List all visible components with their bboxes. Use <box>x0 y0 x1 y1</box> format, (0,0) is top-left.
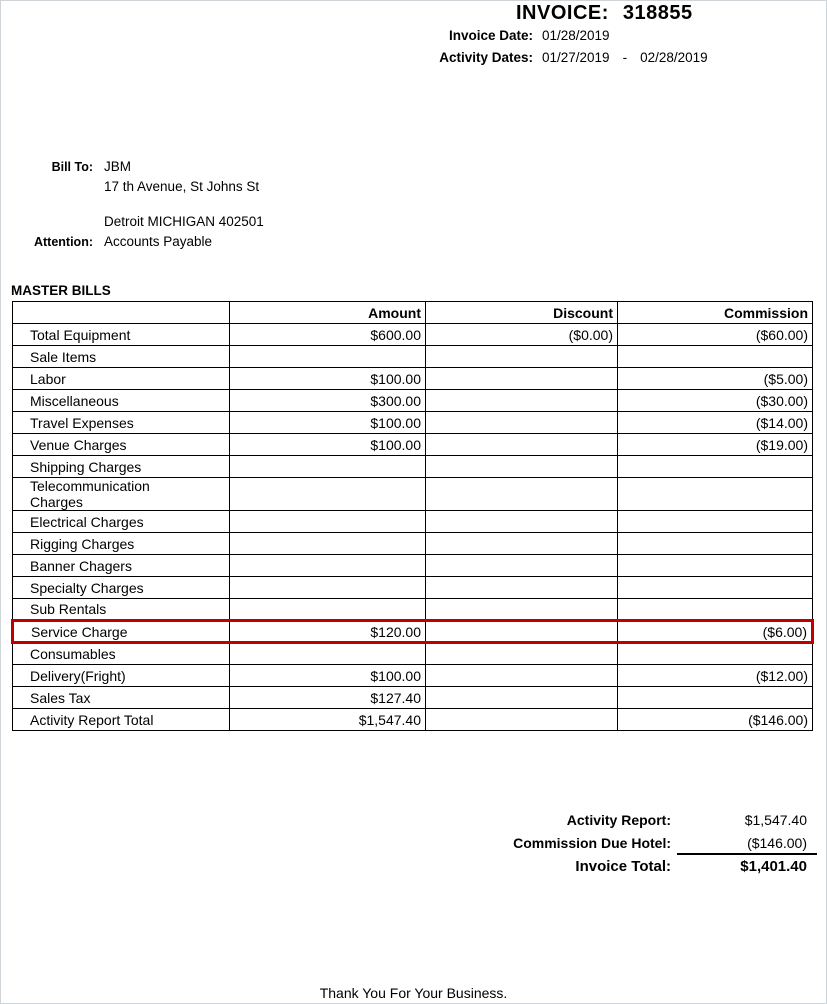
table-row <box>13 577 813 599</box>
amount-cell: $120.00 <box>230 621 426 643</box>
table-row <box>13 511 813 533</box>
discount-cell <box>426 665 618 687</box>
invoice-title-label: INVOICE: <box>516 2 609 24</box>
amount-cell <box>230 533 426 555</box>
invoice-number: 318855 <box>622 2 693 24</box>
invoice-title <box>516 2 693 25</box>
amount-cell <box>230 511 426 533</box>
discount-cell: ($0.00) <box>426 324 618 346</box>
row-label: Electrical Charges <box>13 511 230 533</box>
amount-cell <box>230 599 426 621</box>
discount-cell <box>426 434 618 456</box>
commission-cell: ($30.00) <box>618 390 813 412</box>
table-row <box>13 687 813 709</box>
bill-to-name: JBM <box>104 159 131 174</box>
amount-cell <box>230 643 426 665</box>
activity-report-value: $1,547.40 <box>744 812 807 828</box>
row-label: Sales Tax <box>13 687 230 709</box>
amount-cell <box>230 555 426 577</box>
table-row <box>13 665 813 687</box>
row-label: Rigging Charges <box>13 533 230 555</box>
amount-cell: $100.00 <box>230 412 426 434</box>
column-header-commission: Commission <box>618 302 813 324</box>
row-label: Service Charge <box>13 621 230 643</box>
discount-cell <box>426 643 618 665</box>
table-row <box>13 599 813 621</box>
amount-cell <box>230 478 426 511</box>
commission-cell <box>618 478 813 511</box>
commission-cell: ($19.00) <box>618 434 813 456</box>
commission-cell: ($146.00) <box>618 709 813 731</box>
amount-cell: $100.00 <box>230 368 426 390</box>
row-label: Miscellaneous <box>13 390 230 412</box>
amount-cell: $600.00 <box>230 324 426 346</box>
column-header-discount: Discount <box>426 302 618 324</box>
amount-cell: $1,547.40 <box>230 709 426 731</box>
attention-label: Attention: <box>33 235 93 249</box>
footer-message: Thank You For Your Business. <box>319 985 508 1001</box>
table-row <box>13 346 813 368</box>
amount-cell: $127.40 <box>230 687 426 709</box>
discount-cell <box>426 555 618 577</box>
discount-cell <box>426 412 618 434</box>
table-row <box>13 533 813 555</box>
amount-cell <box>230 456 426 478</box>
row-label: Consumables <box>13 643 230 665</box>
commission-cell <box>618 577 813 599</box>
bill-to-address-line1: 17 th Avenue, St Johns St <box>104 179 260 194</box>
column-header-blank <box>13 302 230 324</box>
commission-cell <box>618 555 813 577</box>
discount-cell <box>426 390 618 412</box>
row-label: Specialty Charges <box>13 577 230 599</box>
table-row <box>13 412 813 434</box>
amount-cell <box>230 577 426 599</box>
row-label: Activity Report Total <box>13 709 230 731</box>
discount-cell <box>426 599 618 621</box>
commission-cell: ($5.00) <box>618 368 813 390</box>
invoice-total-value: $1,401.40 <box>740 858 807 875</box>
column-header-amount: Amount <box>230 302 426 324</box>
attention-value: Accounts Payable <box>104 234 213 249</box>
commission-cell <box>618 643 813 665</box>
bill-to-address-line2: Detroit MICHIGAN 402501 <box>104 214 264 229</box>
commission-cell: ($60.00) <box>618 324 813 346</box>
amount-cell: $100.00 <box>230 665 426 687</box>
commission-cell <box>618 533 813 555</box>
row-label: Delivery(Fright) <box>13 665 230 687</box>
table-row <box>13 709 813 731</box>
invoice-total-label: Invoice Total: <box>575 858 671 875</box>
commission-due-label: Commission Due Hotel: <box>513 835 671 851</box>
discount-cell <box>426 709 618 731</box>
table-row <box>13 324 813 346</box>
row-label: Telecommunication Charges <box>13 478 230 511</box>
activity-report-label: Activity Report: <box>566 812 671 828</box>
table-row <box>13 456 813 478</box>
amount-cell <box>230 346 426 368</box>
row-label: Travel Expenses <box>13 412 230 434</box>
table-row <box>13 390 813 412</box>
commission-cell: ($14.00) <box>618 412 813 434</box>
row-label: Shipping Charges <box>13 456 230 478</box>
table-row <box>13 434 813 456</box>
row-label: Labor <box>13 368 230 390</box>
discount-cell <box>426 577 618 599</box>
table-row <box>13 368 813 390</box>
row-label: Sale Items <box>13 346 230 368</box>
discount-cell <box>426 368 618 390</box>
highlighted-row <box>13 621 813 643</box>
invoice-date-value: 01/28/2019 <box>542 28 610 43</box>
activity-dates-value <box>542 50 708 65</box>
table-row <box>13 555 813 577</box>
row-label: Total Equipment <box>13 324 230 346</box>
discount-cell <box>426 533 618 555</box>
master-bills-table <box>11 301 814 731</box>
discount-cell <box>426 511 618 533</box>
invoice-date-label: Invoice Date: <box>448 28 533 43</box>
commission-cell <box>618 346 813 368</box>
activity-dates-label: Activity Dates: <box>439 50 533 65</box>
commission-due-value: ($146.00) <box>677 835 817 855</box>
discount-cell <box>426 456 618 478</box>
date-separator: - <box>622 50 628 65</box>
table-row <box>13 643 813 665</box>
commission-cell <box>618 687 813 709</box>
amount-cell: $300.00 <box>230 390 426 412</box>
activity-end-date: 02/28/2019 <box>640 50 708 65</box>
commission-cell <box>618 599 813 621</box>
discount-cell <box>426 687 618 709</box>
row-label: Sub Rentals <box>13 599 230 621</box>
commission-cell: ($6.00) <box>618 621 813 643</box>
discount-cell <box>426 478 618 511</box>
discount-cell <box>426 621 618 643</box>
commission-cell <box>618 511 813 533</box>
master-bills-title: MASTER BILLS <box>11 283 111 298</box>
table-row <box>13 478 813 511</box>
bill-to-label: Bill To: <box>51 160 93 174</box>
commission-cell <box>618 456 813 478</box>
amount-cell: $100.00 <box>230 434 426 456</box>
commission-cell: ($12.00) <box>618 665 813 687</box>
discount-cell <box>426 346 618 368</box>
table-header-row <box>13 302 813 324</box>
row-label: Venue Charges <box>13 434 230 456</box>
activity-start-date: 01/27/2019 <box>542 50 610 65</box>
row-label: Banner Chagers <box>13 555 230 577</box>
